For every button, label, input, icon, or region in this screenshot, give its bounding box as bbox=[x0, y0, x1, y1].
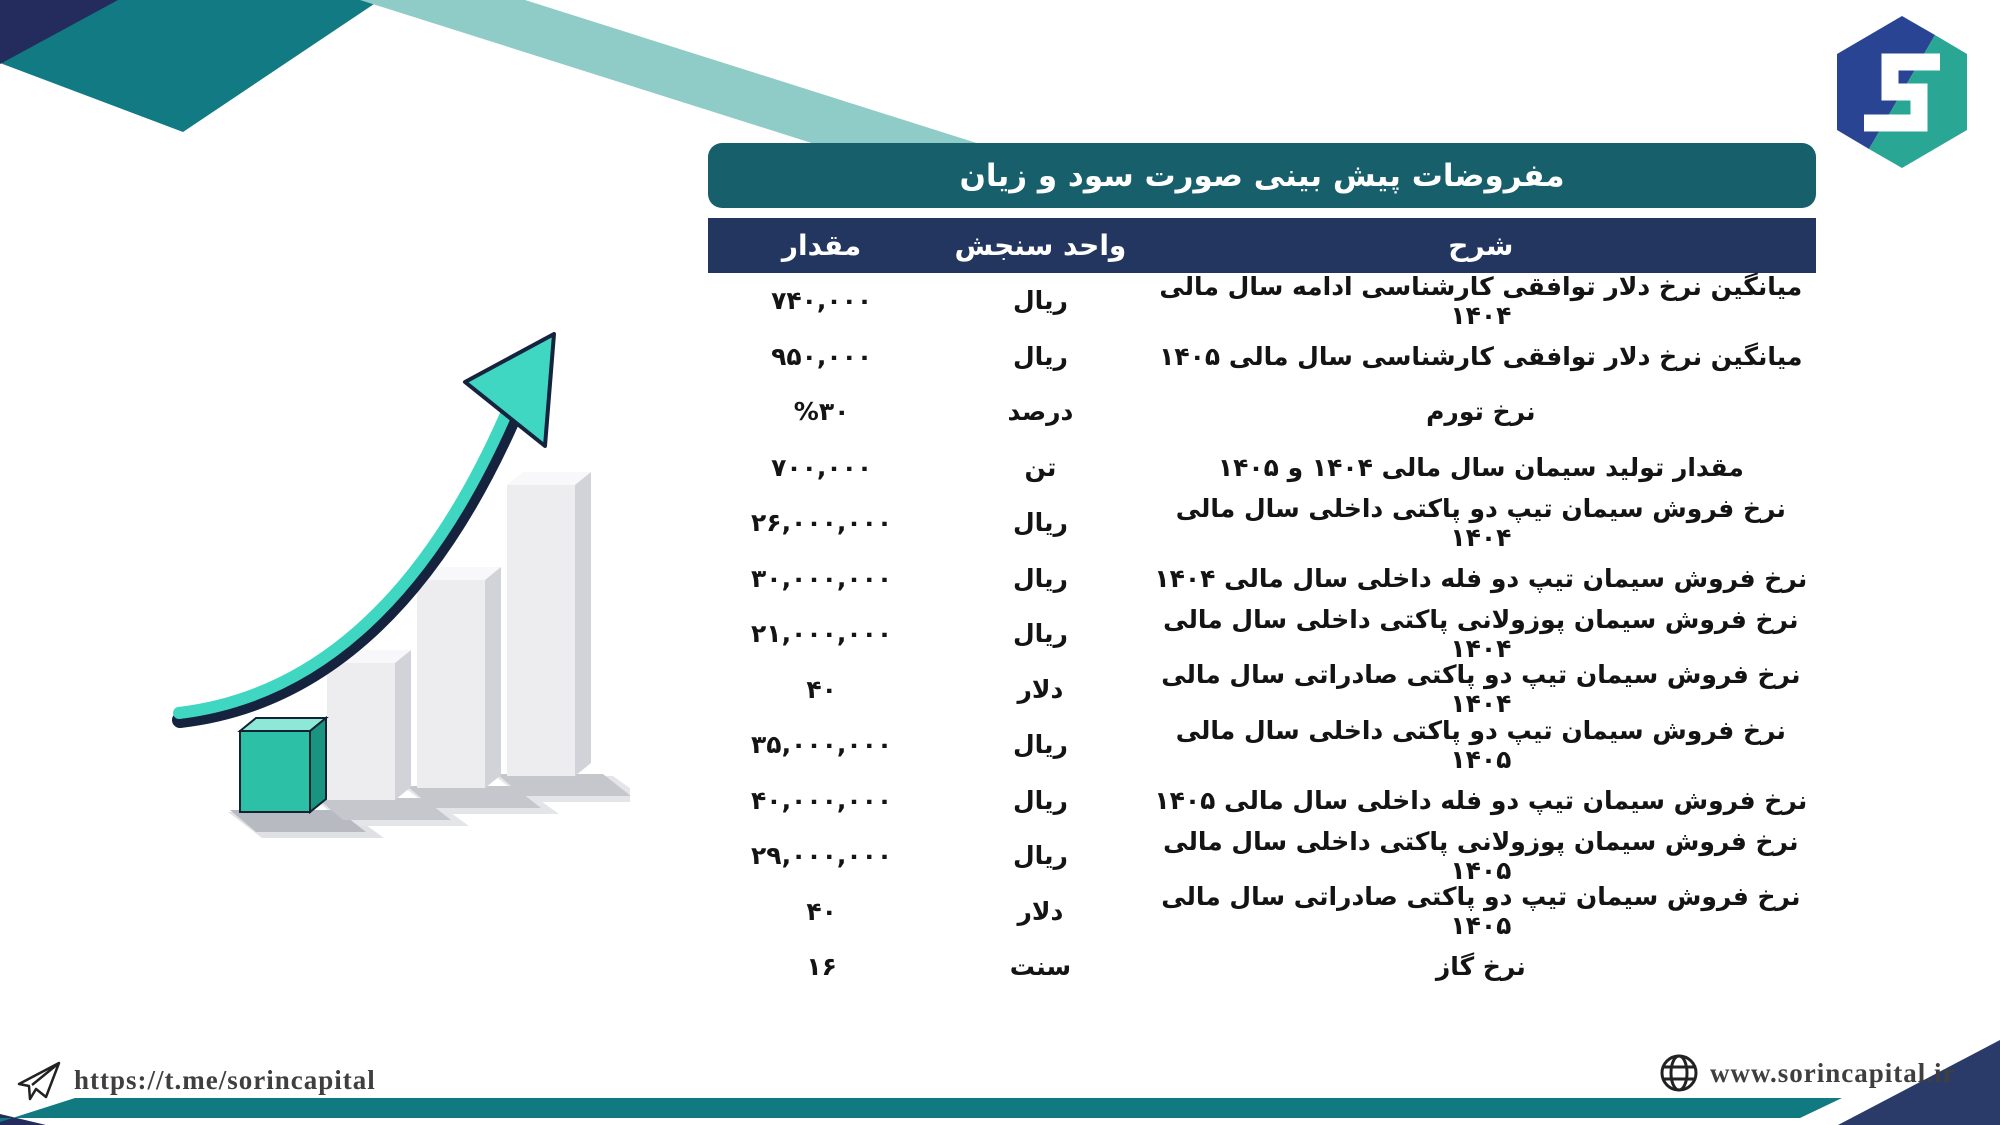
cell-unit: ریال bbox=[1012, 730, 1068, 760]
cell-value bbox=[708, 286, 935, 315]
cell-desc: مقدار تولید سیمان سال مالی ۱۴۰۴ و ۱۴۰۵ bbox=[1217, 452, 1744, 482]
cell-value-number: ۲۹,۰۰۰,۰۰۰ bbox=[751, 841, 893, 871]
cell-value-number: ۴۰ bbox=[806, 674, 837, 704]
cell-value-number: ۴۰,۰۰۰,۰۰۰ bbox=[751, 785, 893, 815]
bar-2 bbox=[327, 650, 411, 800]
table-body bbox=[708, 273, 1816, 995]
table-title: مفروضات پیش بینی صورت سود و زیان bbox=[959, 157, 1565, 194]
cell-desc: نرخ تورم bbox=[1426, 397, 1536, 427]
cell-desc: نرخ فروش سیمان پوزولانی پاکتی داخلی سال مالی ۱۴۰۵ bbox=[1163, 826, 1799, 885]
cell-value-number: ۷۰۰,۰۰۰ bbox=[771, 452, 873, 482]
table-row bbox=[708, 495, 1816, 551]
cell-value bbox=[708, 730, 935, 759]
cell-value-number: ۲۶,۰۰۰,۰۰۰ bbox=[751, 508, 893, 538]
sorin-capital-logo bbox=[1820, 8, 1990, 178]
table-row bbox=[708, 828, 1816, 884]
cell-value bbox=[708, 619, 935, 648]
cell-unit: تن bbox=[1024, 452, 1057, 482]
cell-desc: نرخ فروش سیمان تیپ دو پاکتی صادراتی سال مالی ۱۴۰۴ bbox=[1161, 660, 1801, 719]
cell-unit: ریال bbox=[1012, 563, 1068, 593]
cell-desc: نرخ فروش سیمان تیپ دو پاکتی صادراتی سال مالی ۱۴۰۵ bbox=[1161, 882, 1801, 941]
header-unit: واحد سنجش bbox=[954, 229, 1127, 262]
cell-desc: نرخ گاز bbox=[1435, 952, 1526, 982]
website-url[interactable]: www.sorincapital.ir bbox=[1710, 1057, 1956, 1088]
cell-value-number: ۲۱,۰۰۰,۰۰۰ bbox=[751, 619, 893, 649]
cell-value-number: ۴۰ bbox=[806, 896, 837, 926]
cell-value-number: ۷۴۰,۰۰۰ bbox=[771, 286, 873, 316]
cell-value bbox=[708, 675, 935, 704]
cell-unit: ریال bbox=[1012, 619, 1068, 649]
cell-value bbox=[708, 453, 935, 482]
bar-4 bbox=[507, 472, 591, 776]
bar-3 bbox=[417, 567, 501, 788]
table-row bbox=[708, 329, 1816, 385]
bar-1-teal bbox=[240, 718, 326, 812]
telegram-link[interactable] bbox=[16, 1058, 376, 1102]
cell-desc: میانگین نرخ دلار توافقی کارشناسی ادامه سال مالی ۱۴۰۴ bbox=[1159, 271, 1803, 330]
table-row bbox=[708, 662, 1816, 718]
website-link[interactable] bbox=[1658, 1052, 1956, 1094]
cell-unit: دلار bbox=[1017, 674, 1064, 704]
table-row bbox=[708, 606, 1816, 662]
cell-desc: نرخ فروش سیمان تیپ دو فله داخلی سال مالی ۱۴۰۴ bbox=[1154, 563, 1808, 593]
cell-value-number: %۳۰ bbox=[793, 397, 850, 427]
table-row bbox=[708, 773, 1816, 829]
cell-value-number: ۱۶ bbox=[806, 952, 837, 982]
cell-unit: درصد bbox=[1007, 397, 1074, 427]
header-value: مقدار bbox=[781, 229, 862, 262]
telegram-icon bbox=[16, 1058, 64, 1102]
cell-unit: ریال bbox=[1012, 785, 1068, 815]
table-row bbox=[708, 551, 1816, 607]
cell-value-number: ۹۵۰,۰۰۰ bbox=[771, 341, 873, 371]
telegram-url[interactable]: https://t.me/sorincapital bbox=[74, 1064, 376, 1095]
table-row bbox=[708, 884, 1816, 940]
cell-value bbox=[708, 508, 935, 537]
header-desc: شرح bbox=[1448, 229, 1514, 262]
cell-value bbox=[708, 564, 935, 593]
table-row bbox=[708, 717, 1816, 773]
cell-value bbox=[708, 397, 935, 426]
cell-unit: ریال bbox=[1012, 508, 1068, 538]
table-title-bar bbox=[708, 143, 1816, 208]
growth-chart-illustration bbox=[150, 300, 630, 860]
cell-value bbox=[708, 952, 935, 981]
cell-desc: نرخ فروش سیمان تیپ دو فله داخلی سال مالی ۱۴۰۵ bbox=[1154, 785, 1808, 815]
cell-value bbox=[708, 841, 935, 870]
cell-unit: سنت bbox=[1009, 952, 1072, 982]
cell-unit: ریال bbox=[1012, 341, 1068, 371]
table-row bbox=[708, 939, 1816, 995]
cell-value-number: ۳۵,۰۰۰,۰۰۰ bbox=[751, 730, 893, 760]
cell-unit: ریال bbox=[1012, 286, 1068, 316]
table-row bbox=[708, 440, 1816, 496]
cell-desc: میانگین نرخ دلار توافقی کارشناسی سال مالی ۱۴۰۵ bbox=[1159, 341, 1803, 371]
cell-value-number: ۳۰,۰۰۰,۰۰۰ bbox=[751, 563, 893, 593]
cell-desc: نرخ فروش سیمان تیپ دو پاکتی داخلی سال مالی ۱۴۰۵ bbox=[1175, 715, 1786, 774]
ribbon-mint bbox=[360, 0, 1005, 152]
table-row bbox=[708, 273, 1816, 329]
table-header-row bbox=[708, 218, 1816, 273]
cell-value bbox=[708, 786, 935, 815]
assumptions-table bbox=[708, 143, 1816, 995]
cell-value bbox=[708, 342, 935, 371]
cell-unit: دلار bbox=[1017, 896, 1064, 926]
table-row bbox=[708, 384, 1816, 440]
cell-unit: ریال bbox=[1012, 841, 1068, 871]
cell-desc: نرخ فروش سیمان پوزولانی پاکتی داخلی سال مالی ۱۴۰۴ bbox=[1163, 604, 1799, 663]
globe-icon bbox=[1658, 1052, 1700, 1094]
cell-value bbox=[708, 897, 935, 926]
cell-desc: نرخ فروش سیمان تیپ دو پاکتی داخلی سال مالی ۱۴۰۴ bbox=[1175, 493, 1786, 552]
